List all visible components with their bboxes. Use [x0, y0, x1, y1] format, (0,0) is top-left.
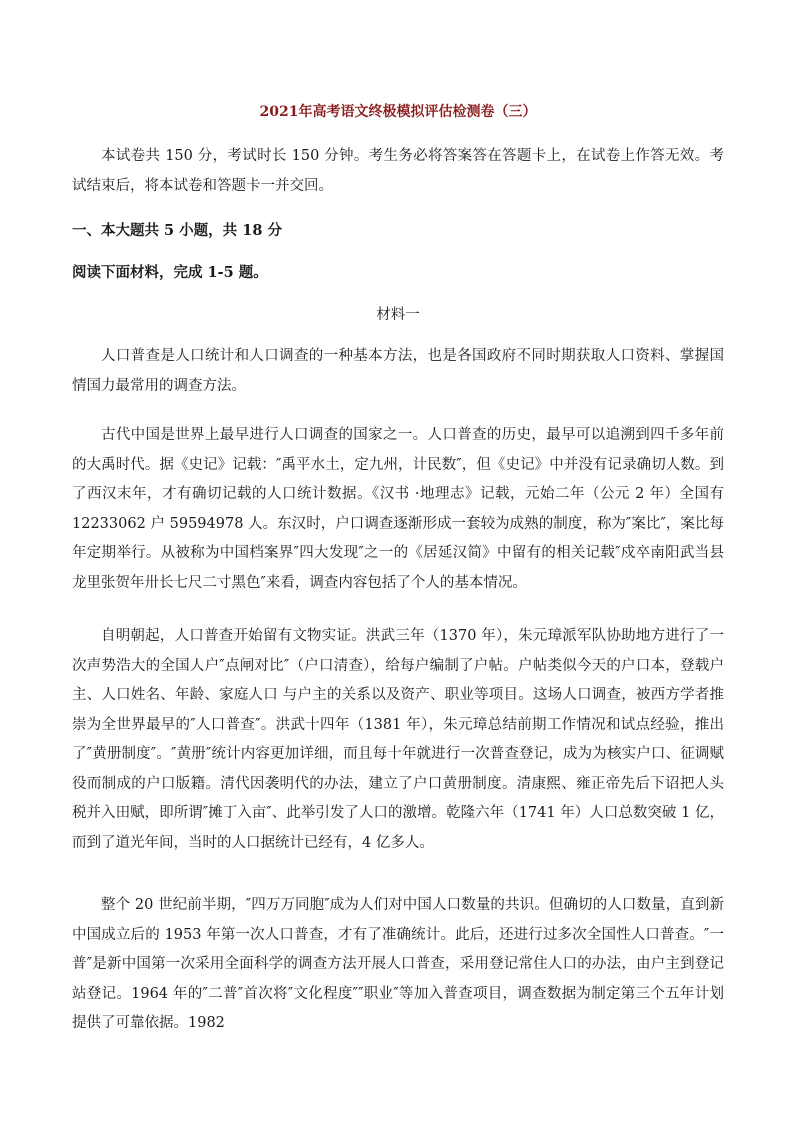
paragraph-2: 古代中国是世界上最早进行人口调查的国家之一。人口普查的历史，最早可以追溯到四千多年前的大禹时代。据《史记》记载：″禹平水土，定九州，计民数″，但《史记》中并没有记录确切人数。到了西汉末年，才有确切记载的人口统计数据。《汉书 ·地理志》记载，元始二年（公元 2 年）全国有 12233062 户 59594978 人。东汉时，户口调查逐渐形成一套较为成熟的制度，称为″案比″，案比每年定期举行。从被称为中国档案界″四大发现″之一的《居延汉简》中留有的相关记载″戍卒南阳武当县龙里张贺年卅长七尺二寸黑色″来看，调查内容包括了个人的基本情况。	[72, 427, 724, 591]
paragraph-4: 整个 20 世纪前半期，″四万万同胞″成为人们对中国人口数量的共识。但确切的人口数量，直到新中国成立后的 1953 年第一次人口普查，才有了准确统计。此后，还进行过多次全国性人口普查。″一普″是新中国第一次采用全面科学的调查方法开展人口普查，采用登记常住人口的办法，由户主到登记站登记。1964 年的″二普″首次将″文化程度″″职业″等加入普查项目，调查数据为制定第三个五年计划提供了可靠依据。1982	[72, 897, 724, 1031]
paragraph-3: 自明朝起，人口普查开始留有文物实证。洪武三年（1370 年），朱元璋派军队协助地方进行了一次声势浩大的全国人户″点闸对比″（户口清查），给每户编制了户帖。户帖类似今天的户口本，登载户主、人口姓名、年龄、家庭人口 与户主的关系以及资产、职业等项目。这场人口调查，被西方学者推崇为全世界最早的″人口普查″。洪武十四年（1381 年），朱元璋总结前期工作情况和试点经验，推出了″黄册制度″。″黄册″统计内容更加详细，而且每十年就进行一次普查登记，成为为核实户口、征调赋役而制成的户口版籍。清代因袭明代的办法，建立了户口黄册制度。清康熙、雍正帝先后下诏把人头税并入田赋，即所谓″摊丁入亩″、此举引发了人口的激增。乾隆六年（1741 年）人口总数突破 1 亿，而到了道光年间，当时的人口据统计已经有，4 亿多人。	[72, 628, 724, 851]
document-title: 2021年高考语文终极模拟评估检测卷（三）	[259, 104, 537, 120]
paragraph-1: 人口普查是人口统计和人口调查的一种基本方法，也是各国政府不同时期获取人口资料、掌握国情国力最常用的调查方法。	[72, 348, 724, 394]
reading-instruction: 阅读下面材料，完成 1-5 题。	[72, 264, 268, 281]
section-heading: 一、本大题共 5 小题，共 18 分	[72, 222, 282, 239]
material-label: 材料一	[376, 307, 420, 323]
exam-intro: 本试卷共 150 分，考试时长 150 分钟。考生务必将答案答在答题卡上，在试卷上作答无效。考试结束后，将本试卷和答题卡一并交回。	[72, 148, 724, 194]
